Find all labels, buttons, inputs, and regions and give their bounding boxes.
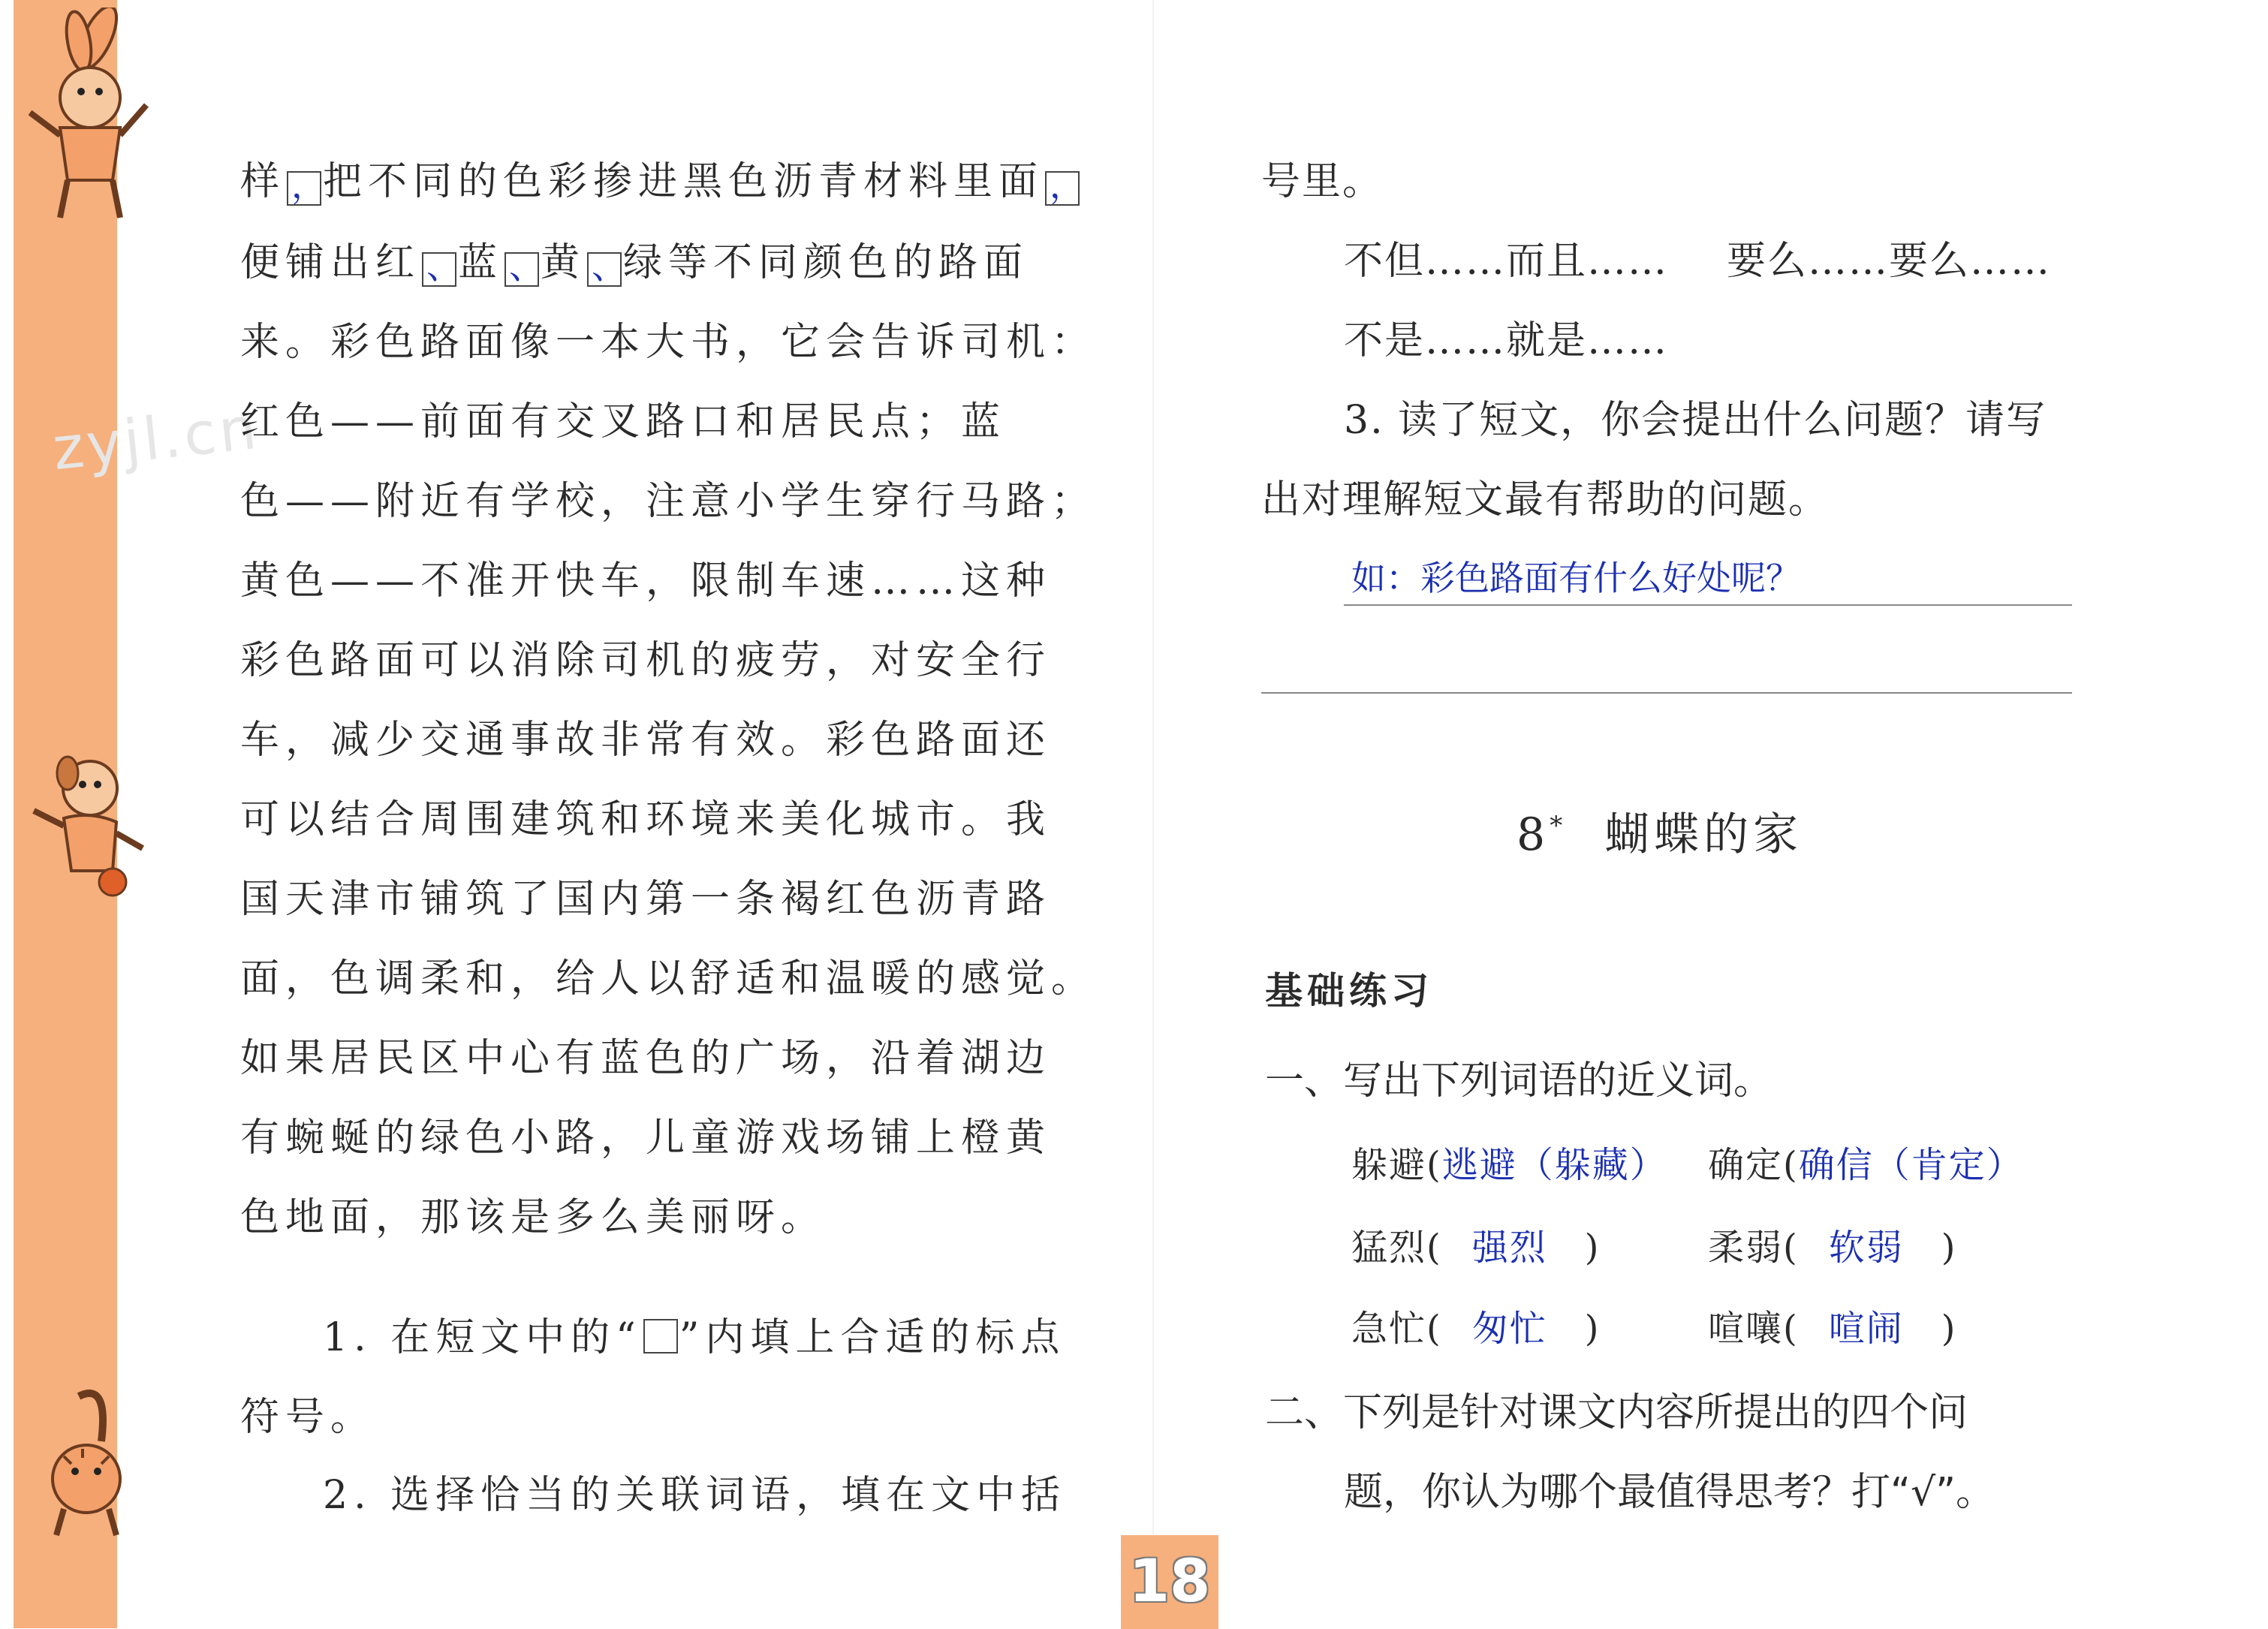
dog-mascot-icon [23,751,150,901]
synonym-word: 确定( [1708,1144,1799,1186]
passage-line-3: 来。彩色路面像一本大书，它会告诉司机： [240,320,1097,365]
lesson-heading [1517,799,1803,861]
synonym-answer[interactable]: 强烈 [1471,1227,1547,1269]
punctuation-box[interactable]: 、 [422,252,456,287]
question-1-line2: 符号。 [240,1395,376,1440]
exercise-2-title-line2: 题，你认为哪个最值得思考？打“√”。 [1344,1470,1995,1515]
passage-text: 绿等不同颜色的路面 [623,240,1029,285]
synonym-answer[interactable]: 确信（肯定） [1798,1144,2024,1186]
passage-line-5: 色——附近有学校，注意小学生穿行马路； [240,479,1097,524]
question-3: 3. 读了短文，你会提出什么问题？请写 [1344,398,2047,443]
question-2: 2. 选择恰当的关联词语，填在文中括 [323,1473,1067,1518]
question-1-suffix: ”内填上合适的标点 [679,1315,1066,1360]
passage-text: 蓝 [458,240,504,285]
synonym-word: 猛烈( [1351,1227,1442,1269]
synonym-item: 猛烈( 强烈 ) [1351,1227,1601,1269]
lesson-title: 蝴蝶的家 [1604,808,1803,861]
synonym-word: 喧嚷( [1708,1308,1799,1350]
lesson-number: 8 [1517,808,1550,861]
exercise-1-title: 一、写出下列词语的近义词。 [1265,1058,1773,1104]
punctuation-box[interactable]: ， [1045,171,1080,206]
passage-line-13: 有蜿蜒的绿色小路，儿童游戏场铺上橙黄 [240,1116,1052,1161]
answer-line-1 [1344,604,2072,606]
question-3-line2: 出对理解短文最有帮助的问题。 [1261,477,1830,522]
passage-text: 样 [240,159,286,204]
passage-line-7: 彩色路面可以消除司机的疲劳，对安全行 [240,638,1052,683]
lesson-star: * [1550,811,1568,841]
question-3-answer[interactable]: 如：彩色路面有什么好处呢？ [1351,558,1800,598]
synonym-item: 柔弱( 软弱 ) [1708,1227,1957,1269]
punctuation-box[interactable]: ， [287,171,321,206]
passage-line-14: 色地面，那该是多么美丽呀。 [240,1195,827,1240]
answer-line-2 [1261,692,2072,694]
synonym-word: 躲避( [1351,1144,1442,1186]
synonym-item [1708,1143,2024,1188]
conjunction-option-2[interactable]: 要么……要么…… [1727,239,2052,284]
passage-line-8: 车，减少交通事故非常有效。彩色路面还 [240,718,1052,763]
synonym-item [1351,1143,1667,1188]
question-1 [323,1315,1065,1360]
passage-line-10: 国天津市铺筑了国内第一条褐红色沥青路 [240,877,1052,922]
rabbit-mascot-icon [15,8,158,225]
passage-line-12: 如果居民区中心有蓝色的广场，沿着湖边 [240,1036,1052,1081]
synonym-answer[interactable]: 逃避（躲藏） [1441,1144,1667,1186]
watermark: zyjl.cn [50,394,263,484]
question-2-line2: 号里。 [1261,159,1384,204]
synonym-word: 柔弱( [1708,1227,1799,1269]
synonym-item: 急忙( 匆忙 ) [1351,1308,1601,1350]
conjunction-option-3[interactable]: 不是……就是…… [1344,318,1669,363]
question-1-prefix: 1. 在短文中的“ [323,1315,642,1360]
punctuation-box[interactable]: 、 [587,252,622,287]
passage-text: 黄 [541,240,586,285]
passage-line-2 [240,240,1029,287]
page-number: 18 [1121,1535,1218,1629]
passage-text: 便铺出红 [240,240,421,285]
exercise-2-title: 二、下列是针对课文内容所提出的四个问 [1265,1390,1968,1435]
page-gutter [1152,0,1154,1628]
passage-line-1 [240,159,1085,206]
synonym-answer[interactable]: 软弱 [1828,1227,1904,1269]
synonym-word: 急忙( [1351,1308,1442,1350]
synonym-item: 喧嚷( 喧闹 ) [1708,1308,1957,1350]
tiger-mascot-icon [19,1366,154,1539]
passage-line-4: 红色——前面有交叉路口和居民点；蓝 [240,399,1007,444]
sample-box-icon [643,1319,678,1353]
passage-line-11: 面，色调柔和，给人以舒适和温暖的感觉。 [240,956,1097,1001]
punctuation-box[interactable]: 、 [505,252,539,287]
conjunction-option-1[interactable]: 不但……而且…… [1344,239,1669,284]
passage-line-9: 可以结合周围建筑和环境来美化城市。我 [240,797,1052,842]
passage-text: 把不同的色彩掺进黑色沥青材料里面 [323,159,1044,204]
section-title: 基础练习 [1265,969,1433,1013]
synonym-answer[interactable]: 匆忙 [1471,1308,1547,1350]
synonym-answer[interactable]: 喧闹 [1828,1308,1904,1350]
passage-line-6: 黄色——不准开快车，限制车速……这种 [240,559,1052,604]
